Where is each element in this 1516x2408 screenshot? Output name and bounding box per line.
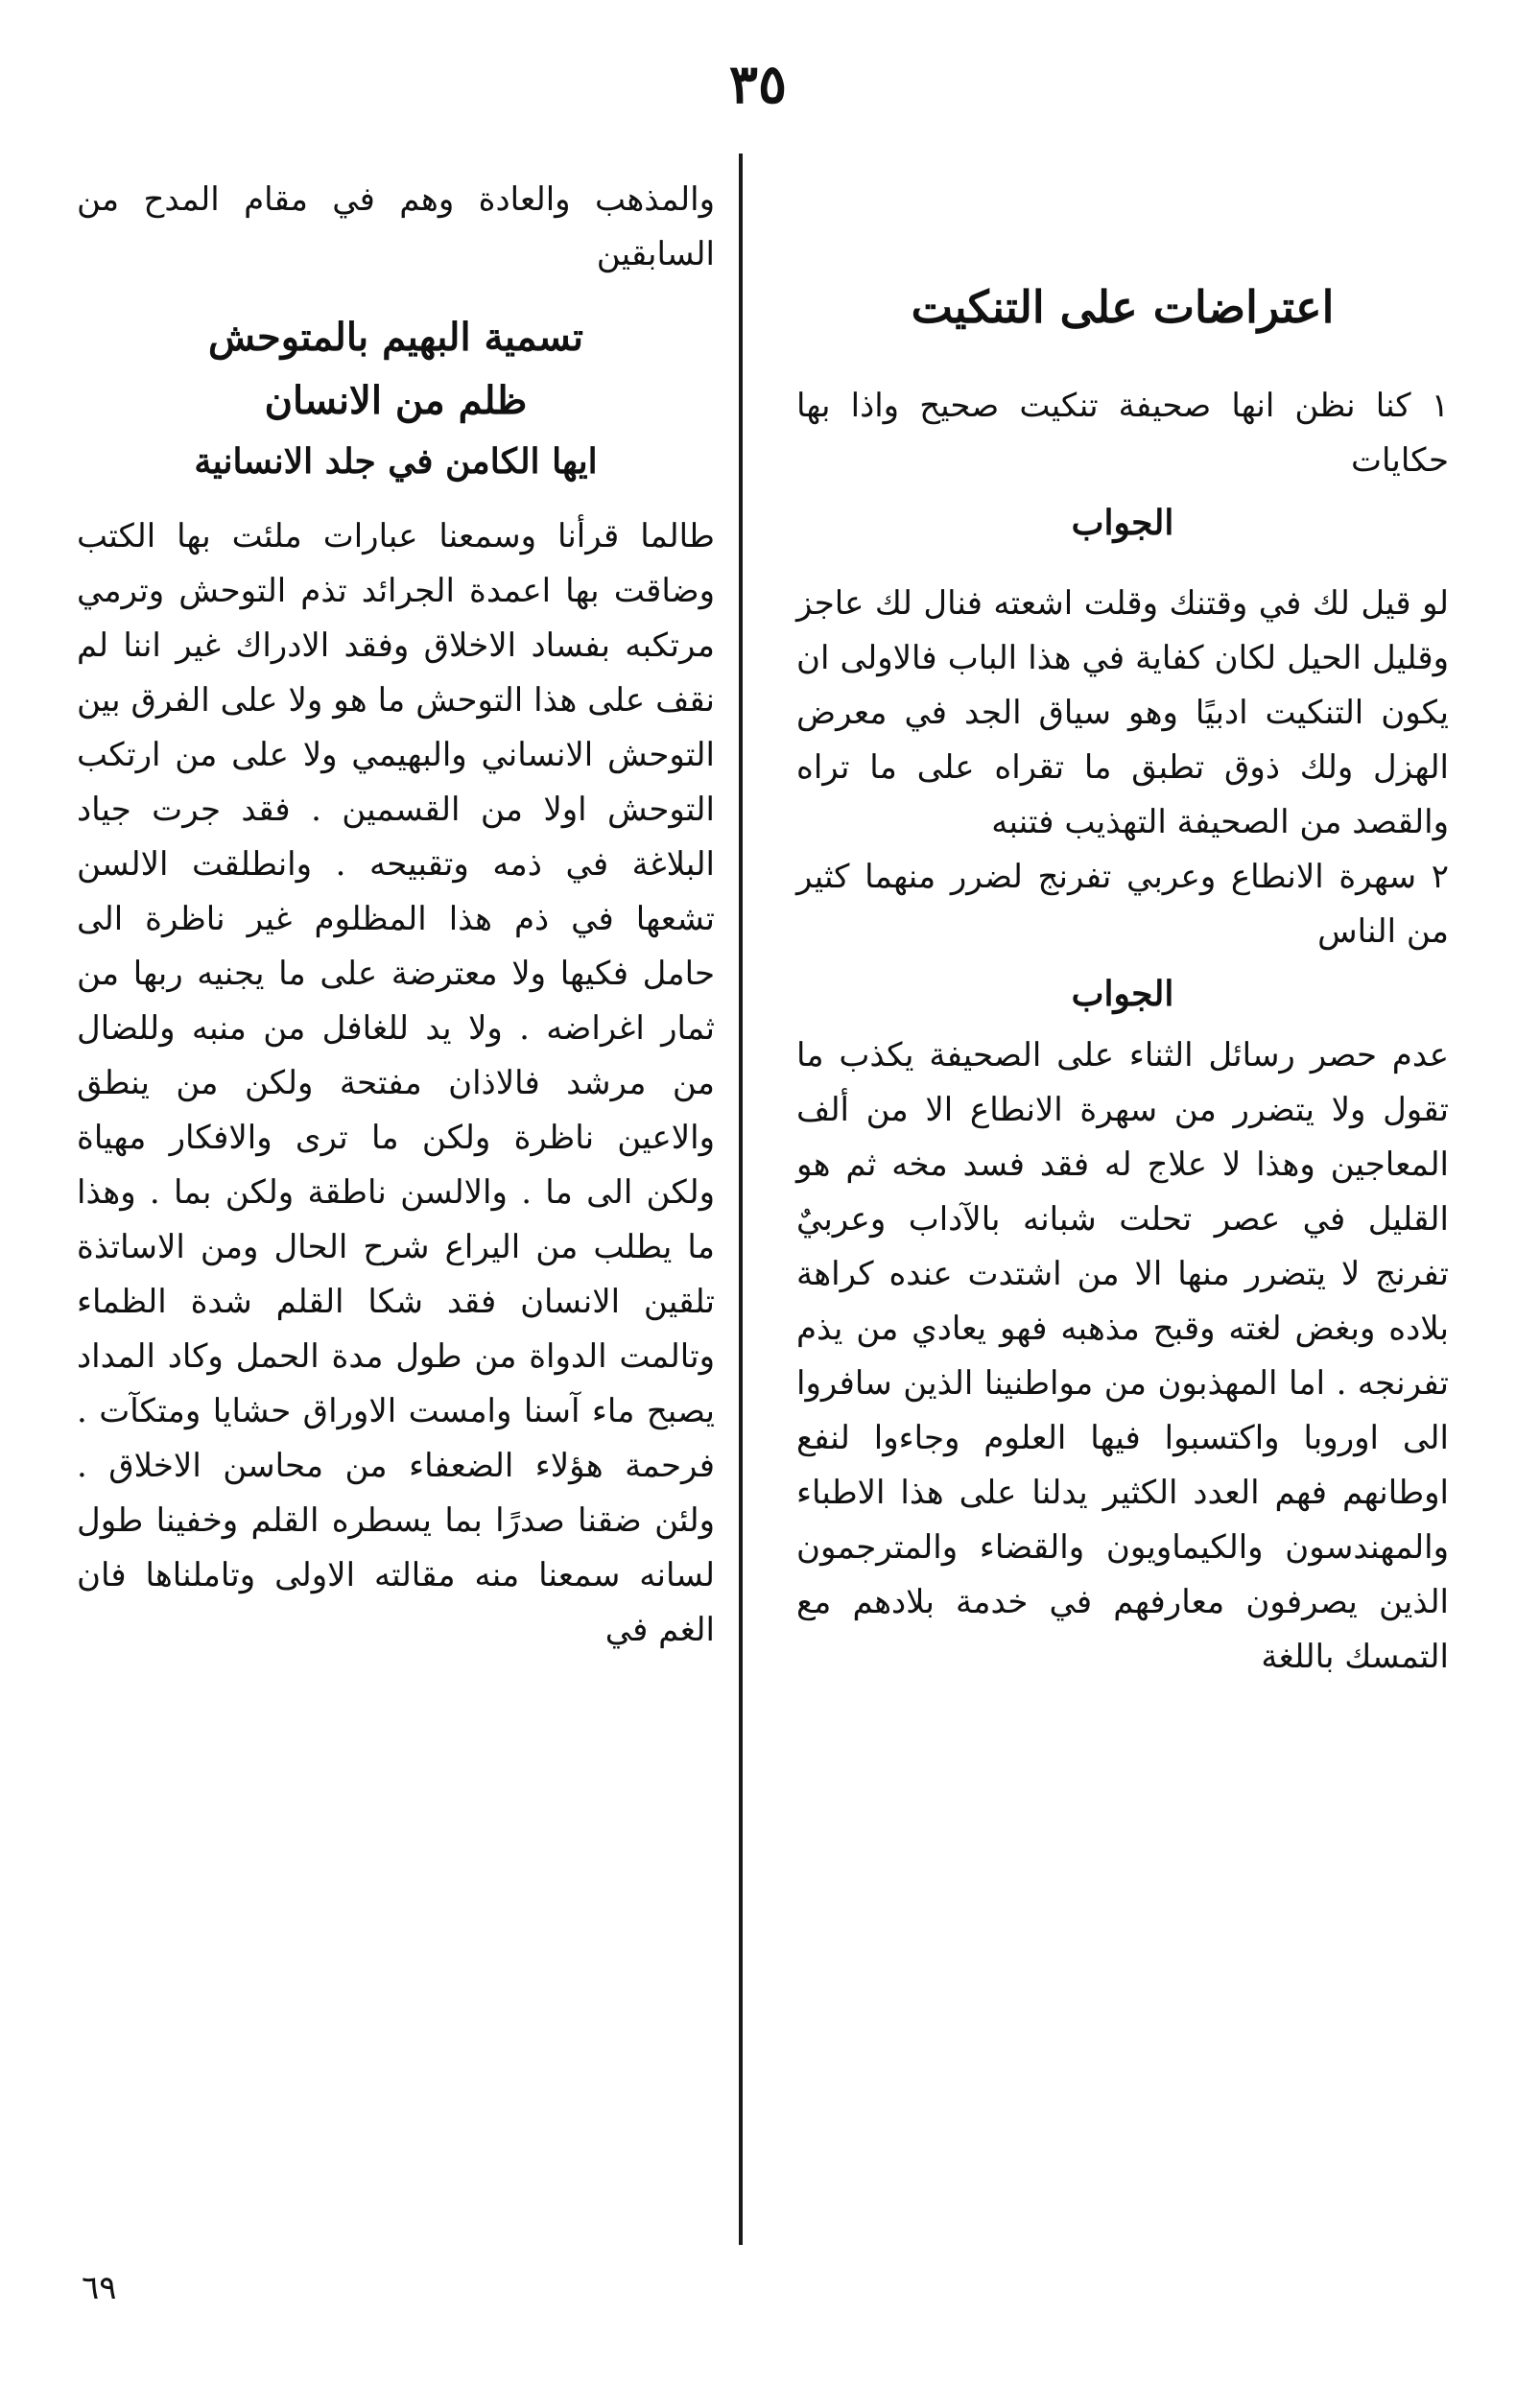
- footer-number: ٦٩: [82, 2269, 117, 2307]
- answer-2-text: عدم حصر رسائل الثناء على الصحيفة يكذب ما تقول ولا يتضرر من سهرة الانطاع الا من ألف المعاجين وهذا لا علاج له فقد فسد مخه ثم هو القليل في عصر تحلت شبانه بالآداب وعربيٌ تفرنج لا يتضرر منها الا من اشتدت عنده كراهة بلاده وبغض لغته وقبح مذهبه فهو يعادي من يذم تفرنجه . اما المهذبون من مواطنينا الذين سافروا الى اوروبا واكتسبوا فيها العلوم وجاءوا لنفع اوطانهم فهم العدد الكثير يدلنا على هذا الاطباء والمهندسون والكيماويون والقضاء والمترجمون الذين يصرفون معارفهم في خدمة بلادهم مع التمسك باللغة: [796, 1036, 1449, 1676]
- column-divider: [739, 153, 743, 2245]
- article-subtitle: ايها الكامن في جلد الانسانية: [194, 441, 598, 482]
- answer-1-spacer: [796, 557, 1449, 577]
- answer-2-label: الجواب: [1071, 974, 1174, 1014]
- question-1: ١ كنا نظن انها صحيفة تنكيت صحيح واذا بها حكايات: [796, 387, 1449, 480]
- left-column-intro: والمذهب والعادة وهم في مقام المدح من السابقين: [77, 180, 715, 273]
- right-column-title: اعتراضات على التنكيت: [911, 281, 1335, 333]
- answer-1-label: الجواب: [1071, 503, 1174, 543]
- answer-1-text: لو قيل لك في وقتنك وقلت اشعته فنال لك عاجز وقليل الحيل لكان كفاية في هذا الباب فالاولى ان يكون التنكيت ادبيًا وهو سياق الجد في معرض الهزل ولك ذوق تطبق ما تقراه على ما تراه والقصد من الصحيفة التهذيب فتنبه: [796, 584, 1449, 841]
- article-title-line-2: ظلم من الانسان: [264, 378, 528, 423]
- article-body: طالما قرأنا وسمعنا عبارات ملئت بها الكتب وضاقت بها اعمدة الجرائد تذم التوحش وترمي مرتكبه بفساد الاخلاق وفقد الادراك غير اننا لم نقف على هذا التوحش ما هو ولا على الفرق بين التوحش الانساني والبهيمي ولا على من ارتكب التوحش اولا من القسمين . فقد جرت جياد البلاغة في ذمه وتقبيحه . وانطلقت الالسن تشعها في ذم هذا المظلوم غير ناظرة الى حامل فكيها ولا معترضة على ما يجنيه ربها من ثمار اغراضه . ولا يد للغافل من منبه وللضال من مرشد فالاذان مفتحة ولكن من ينطق والاعين ناظرة ولكن ما ترى والافكار مهياة ولكن الى ما . والالسن ناطقة ولكن بما . وهذا ما يطلب من اليراع شرح الحال ومن الاساتذة تلقين الانسان فقد شكا القلم شدة الظماء وتالمت الدواة من طول مدة الحمل وكاد المداد يصبح ماء آسنا وامست الاوراق حشايا ومتكآت . فرحمة هؤلاء الضعفاء من محاسن الاخلاق . ولئن ضقنا صدرًا بما يسطره القلم وخفينا طول لسانه سمعنا منه مقالته الاولى وتاملناها فان الغم في: [77, 517, 716, 1649]
- right-column-spacer: [796, 173, 1449, 273]
- left-subtitle-spacer: [77, 490, 715, 509]
- left-column: [77, 173, 715, 1658]
- left-intro-spacer: [77, 282, 715, 306]
- right-title-spacer: [796, 341, 1449, 379]
- question-2: ٢ سهرة الانطاع وعربي تفرنج لضرر منهما كثير من الناس: [796, 858, 1449, 951]
- page-number: ٣٥: [728, 53, 788, 116]
- right-column: [796, 173, 1449, 1685]
- article-title-line-1: تسمية البهيم بالمتوحش: [208, 315, 583, 360]
